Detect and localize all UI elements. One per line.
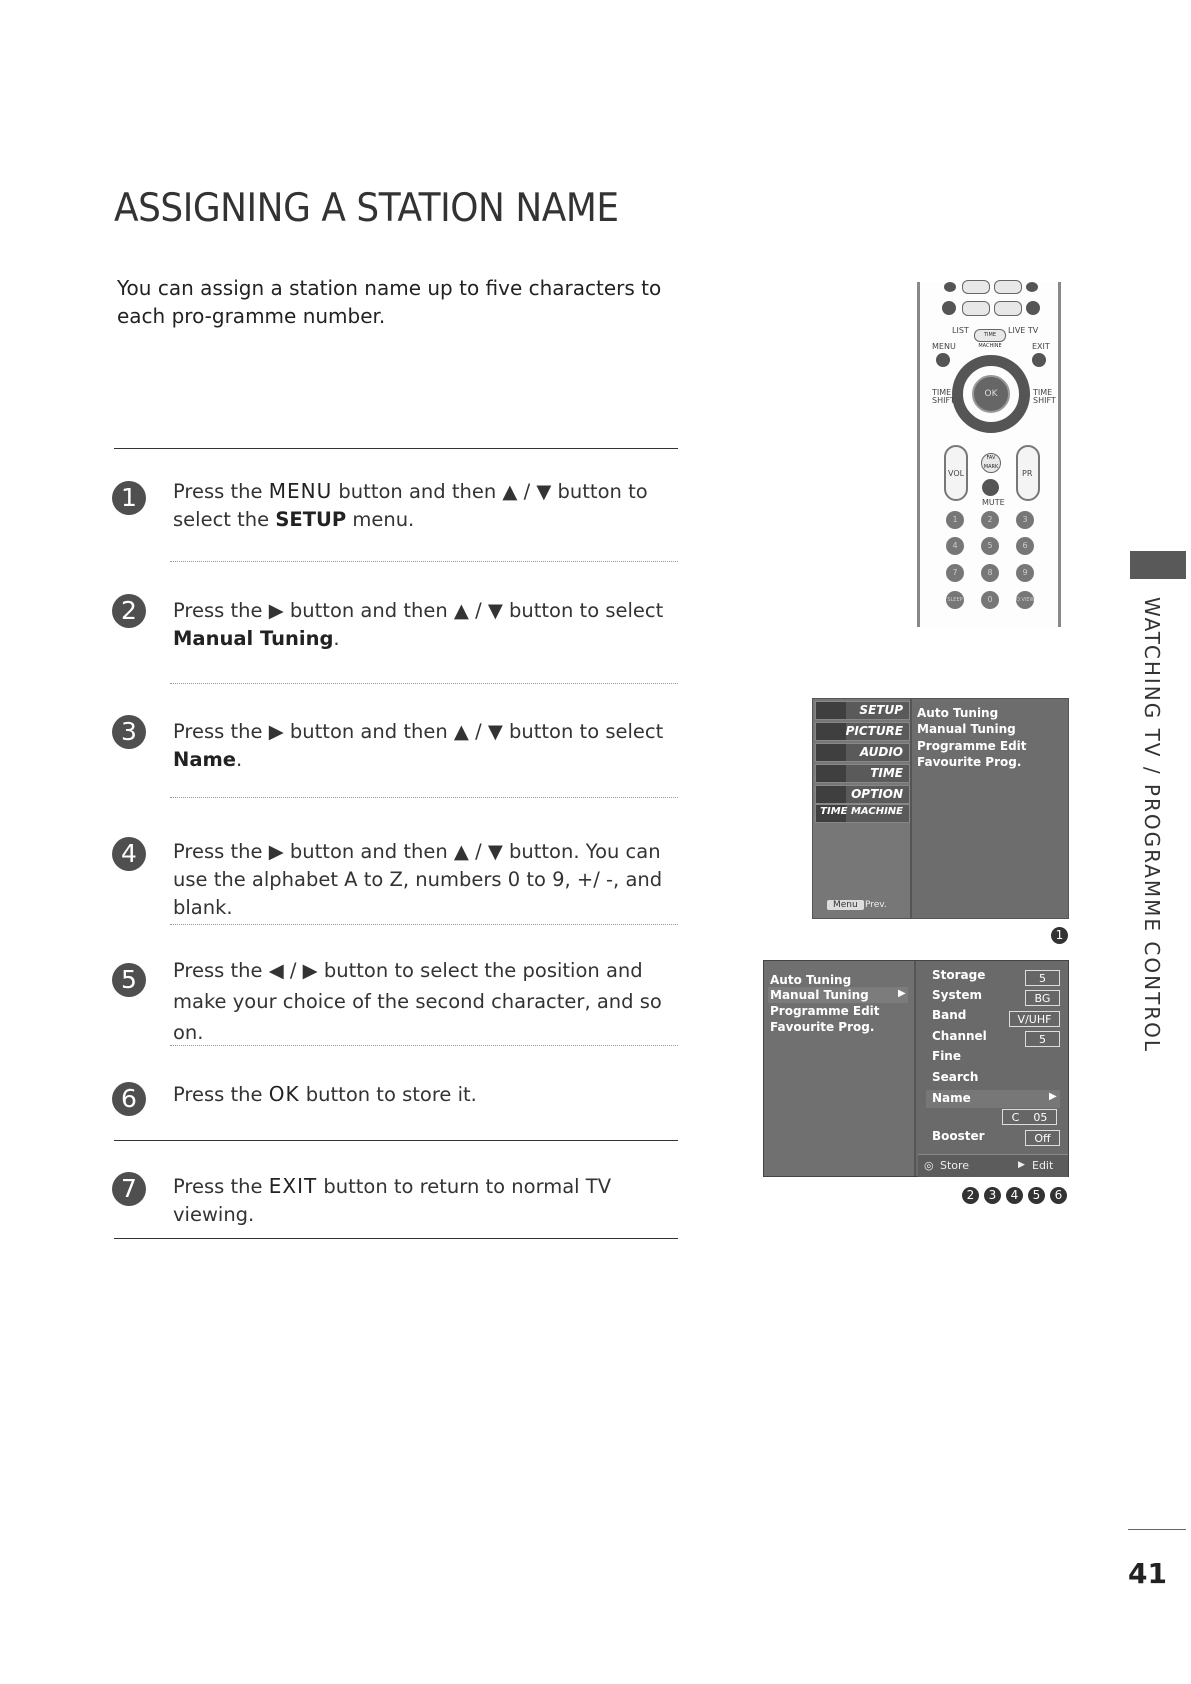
menu-item-label: OPTION	[851, 787, 903, 801]
step-number: 6	[112, 1082, 146, 1116]
ok-button: OK	[972, 375, 1010, 413]
menu-item-time-machine	[815, 804, 910, 823]
dotted-divider	[170, 561, 678, 562]
audio-thumbnail	[816, 744, 846, 761]
q-view-button: Q.VIEW	[1016, 591, 1034, 609]
skip-forward-icon	[1026, 301, 1040, 315]
mute-label: MUTE	[982, 498, 1005, 507]
setup-thumbnail	[816, 702, 846, 719]
step-3-text	[173, 718, 693, 774]
field-label: Storage	[932, 968, 986, 982]
step-marker: 5	[1028, 1187, 1045, 1204]
step-text-part: menu.	[346, 508, 415, 531]
menu-button	[936, 353, 950, 367]
step-number: 2	[112, 594, 146, 628]
step-text-part: button to return to normal TV viewing.	[173, 1175, 612, 1226]
channel-value: 5	[1025, 1031, 1060, 1047]
menu-key-hint: Menu	[827, 900, 864, 910]
key-exit: EXIT	[268, 1174, 318, 1198]
step-text-part: Press the	[173, 1083, 269, 1106]
section-label: WATCHING TV / PROGRAMME CONTROL	[1140, 597, 1164, 1054]
menu-item-setup	[815, 701, 910, 720]
page-number-rule	[1128, 1529, 1186, 1530]
dotted-divider	[170, 797, 678, 798]
number-button: 5	[981, 537, 999, 555]
pause-icon	[994, 280, 1022, 294]
prev-hint: Prev.	[865, 900, 887, 910]
field-label: Band	[932, 1008, 967, 1022]
storage-value: 5	[1025, 970, 1060, 986]
live-tv-label: LIVE TV	[1008, 326, 1039, 335]
menu-item-time	[815, 764, 910, 783]
step-number: 4	[112, 837, 146, 871]
arrow-right-icon: ▶	[1018, 1160, 1025, 1170]
divider	[114, 1140, 678, 1141]
menu-label: MENU	[932, 342, 956, 351]
step-7-text	[173, 1172, 693, 1229]
number-button: 3	[1016, 511, 1034, 529]
divider	[114, 448, 678, 449]
osd-footer	[918, 1154, 1068, 1177]
field-label: Booster	[932, 1129, 985, 1143]
step-4-text: Press the ▶ button and then ▲ / ▼ button. You can use the alphabet A to Z, numbers 0 to 9, +/ -, and blank.	[173, 840, 663, 919]
exit-label: EXIT	[1032, 342, 1050, 351]
menu-item-label: TIME	[870, 766, 903, 780]
section-tab	[1130, 551, 1186, 579]
step-number: 3	[112, 715, 146, 749]
menu-item-label: SETUP	[859, 703, 903, 717]
pr-label: PR	[1022, 469, 1033, 478]
step-2-text	[173, 597, 693, 653]
number-button: 6	[1016, 537, 1034, 555]
intro-text: You can assign a station name up to five characters to each pro-gramme number.	[117, 276, 662, 328]
fav-mark-button: FAV MARK	[981, 453, 1001, 473]
submenu-item: Auto Tuning	[917, 706, 999, 720]
menu-item-picture	[815, 722, 910, 741]
number-button: 7	[946, 564, 964, 582]
exit-button	[1032, 353, 1046, 367]
time-thumbnail	[816, 765, 846, 782]
step-text-part: .	[236, 748, 243, 771]
menu-item-audio	[815, 743, 910, 762]
step-marker: 3	[984, 1187, 1001, 1204]
step-text-part: .	[333, 627, 340, 650]
setup-keyword: SETUP	[275, 508, 347, 531]
step-marker: 1	[1051, 927, 1068, 944]
step-text-part: Press the ▶ button and then ▲ / ▼ button to select	[173, 720, 664, 743]
number-button: 4	[946, 537, 964, 555]
name-keyword: Name	[173, 748, 237, 771]
dotted-divider	[170, 924, 678, 925]
submenu-item: Manual Tuning	[770, 988, 869, 1002]
field-label: Channel	[932, 1029, 987, 1043]
dotted-divider	[170, 1045, 678, 1046]
sleep-button: SLEEP	[946, 591, 964, 609]
step-5-text: Press the ◀ / ▶ button to select the position and make your choice of the second character, and so on.	[173, 959, 662, 1044]
play-icon	[962, 280, 990, 294]
step-marker: 4	[1006, 1187, 1023, 1204]
number-button: 2	[981, 511, 999, 529]
booster-value: Off	[1025, 1130, 1060, 1146]
step-number: 5	[112, 963, 146, 997]
field-label: Name	[932, 1091, 971, 1105]
number-button: 0	[981, 591, 999, 609]
manual-tuning-keyword: Manual Tuning	[173, 627, 334, 650]
picture-thumbnail	[816, 723, 846, 740]
skip-back-icon	[942, 301, 956, 315]
fast-forward-icon	[994, 301, 1022, 316]
vol-label: VOL	[948, 469, 965, 478]
store-hint: Store	[940, 1159, 970, 1172]
step-text-part: Press the	[173, 480, 269, 503]
step-1-text	[173, 477, 693, 534]
main-menu-panel	[813, 699, 912, 918]
number-button: 8	[981, 564, 999, 582]
number-button: 1	[946, 511, 964, 529]
page-number: 41	[1128, 1557, 1167, 1590]
list-label: LIST	[952, 326, 969, 335]
key-ok: OK	[268, 1082, 300, 1106]
field-label: Fine	[932, 1049, 961, 1063]
divider	[114, 1238, 678, 1239]
submenu-item: Favourite Prog.	[917, 755, 1022, 769]
ok-icon: ◎	[924, 1159, 934, 1172]
band-value: V/UHF	[1009, 1011, 1060, 1027]
step-text-part: Press the ▶ button and then ▲ / ▼ button to select	[173, 599, 664, 622]
record-icon	[1026, 282, 1038, 292]
step-marker: 2	[962, 1187, 979, 1204]
edit-hint: Edit	[1032, 1159, 1054, 1172]
submenu-item: Favourite Prog.	[770, 1020, 875, 1034]
step-marker: 6	[1050, 1187, 1067, 1204]
mute-button	[982, 479, 999, 496]
step-text-part: button to store it.	[299, 1083, 477, 1106]
manual-tuning-screen	[763, 960, 1069, 1177]
time-shift-label: TIME SHIFT	[1033, 388, 1056, 405]
submenu-item: Manual Tuning	[917, 722, 1016, 736]
menu-item-label: AUDIO	[859, 745, 903, 759]
step-number: 1	[112, 481, 146, 515]
field-label: System	[932, 988, 982, 1002]
number-button: 9	[1016, 564, 1034, 582]
submenu-item: Programme Edit	[917, 739, 1027, 753]
system-value: BG	[1025, 990, 1060, 1006]
remote-control	[917, 282, 1061, 627]
submenu-item: Programme Edit	[770, 1004, 880, 1018]
name-value: C 05	[1002, 1109, 1057, 1125]
dotted-divider	[170, 683, 678, 684]
setup-submenu-panel	[764, 961, 916, 1176]
menu-item-label: TIME MACHINE	[820, 806, 903, 817]
step-number: 7	[112, 1172, 146, 1206]
time-machine-button: TIME MACHINE	[974, 329, 1006, 342]
time-shift-label: TIME SHIFT	[932, 388, 955, 405]
option-thumbnail	[816, 786, 846, 803]
step-6-text	[173, 1080, 693, 1109]
key-menu: MENU	[268, 479, 333, 503]
arrow-right-icon: ▶	[898, 988, 906, 999]
menu-item-label: PICTURE	[845, 724, 903, 738]
menu-item-option	[815, 785, 910, 804]
page-title: ASSIGNING A STATION NAME	[114, 186, 619, 231]
arrow-right-icon: ▶	[1049, 1091, 1057, 1102]
step-text-part: Press the	[173, 1175, 269, 1198]
field-label: Search	[932, 1070, 979, 1084]
rewind-icon	[962, 301, 990, 316]
setup-menu-screen	[812, 698, 1069, 919]
stop-icon	[944, 282, 956, 292]
submenu-item: Auto Tuning	[770, 973, 852, 987]
step-text-part: button and then ▲ / ▼ button to select the	[173, 480, 648, 531]
